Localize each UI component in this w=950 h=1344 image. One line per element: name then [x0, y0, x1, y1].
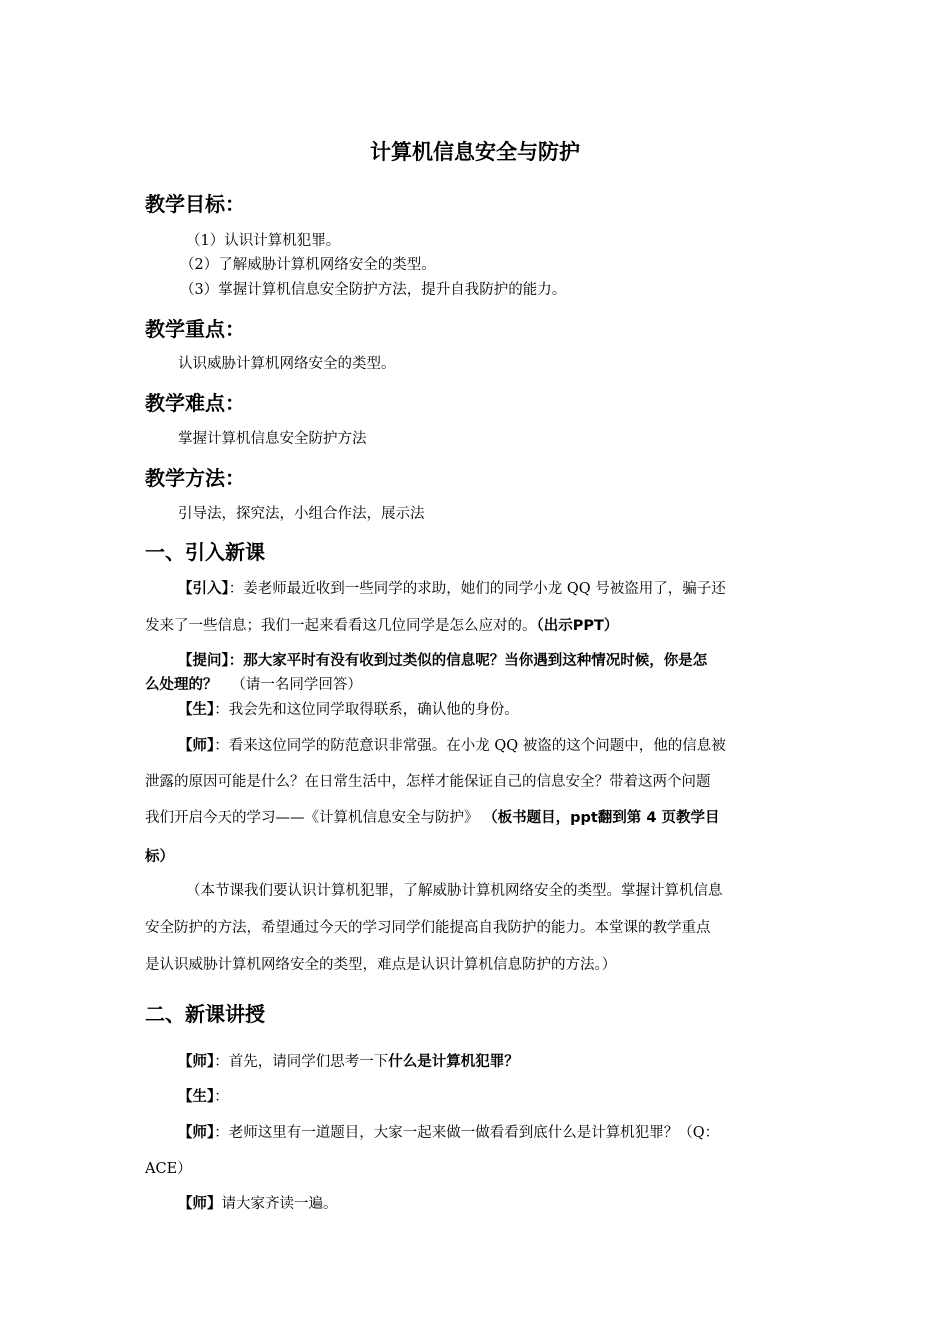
- intro-note: （出示PPT）: [536, 618, 619, 634]
- summary-line: 是认识威胁计算机网络安全的类型，难点是认识计算机信息防护的方法。）: [145, 957, 617, 973]
- student-answer-line: [178, 1085, 229, 1106]
- teacher-tag: 【师】: [178, 738, 215, 754]
- student-tag: 【生】: [178, 702, 215, 718]
- summary-line: （本节课我们要认识计算机犯罪，了解威胁计算机网络安全的类型。掌握计算机信息: [186, 883, 723, 899]
- intro-paragraph-line: [178, 577, 726, 598]
- intro-paragraph-line: [145, 614, 618, 635]
- teacher-text: 我们开启今天的学习——《计算机信息安全与防护》: [145, 810, 479, 826]
- student-text: ：我会先和这位同学取得联系，确认他的身份。: [214, 702, 519, 718]
- teacher-line: [178, 1192, 338, 1213]
- methods-heading: 教学方法：: [145, 466, 245, 490]
- section1-heading: 一、引入新课: [145, 540, 265, 564]
- intro-tag: 【引入】: [178, 581, 229, 597]
- difficulty-heading: 教学难点：: [145, 391, 245, 415]
- objectives-heading: 教学目标：: [145, 192, 245, 216]
- student-answer-line: [178, 698, 519, 719]
- teacher-tag: 【师】: [178, 1054, 215, 1070]
- key-point-heading: 教学重点：: [145, 317, 245, 341]
- difficulty-text: 掌握计算机信息安全防护方法: [178, 431, 367, 447]
- teacher-note: 标）: [145, 849, 174, 865]
- teacher-line: 泄露的原因可能是什么？在日常生活中，怎样才能保证自己的信息安全？带着这两个问题: [145, 774, 711, 790]
- question-line: 【提问】：那大家平时有没有收到过类似的信息呢？当你遇到这种情况时候，你是怎: [178, 653, 708, 669]
- question-line: [145, 673, 362, 694]
- key-point-text: 认识威胁计算机网络安全的类型。: [178, 356, 396, 372]
- summary-line: 安全防护的方法，希望通过今天的学习同学们能提高自我防护的能力。本堂课的教学重点: [145, 920, 711, 936]
- teacher-question-line: [178, 1050, 519, 1071]
- methods-text: 引导法，探究法，小组合作法，展示法: [178, 506, 425, 522]
- student-tag: 【生】: [178, 1089, 215, 1105]
- teacher-tag: 【师】: [178, 1196, 222, 1212]
- section2-heading: 二、新课讲授: [145, 1002, 265, 1026]
- objective-item: （3）掌握计算机信息安全防护方法，提升自我防护的能力。: [180, 282, 567, 298]
- objective-item: （1）认识计算机犯罪。: [186, 233, 341, 249]
- student-text: ：: [214, 1089, 229, 1105]
- teacher-text: 请大家齐读一遍。: [221, 1196, 338, 1212]
- teacher-tag: 【师】: [178, 1125, 215, 1141]
- teacher-line: [178, 1121, 719, 1142]
- intro-text: 发来了一些信息；我们一起来看看这几位同学是怎么应对的。: [145, 618, 537, 634]
- objective-item: （2）了解威胁计算机网络安全的类型。: [180, 257, 436, 273]
- teacher-line: [145, 806, 719, 827]
- intro-text: ：姜老师最近收到一些同学的求助，她们的同学小龙 QQ 号被盗用了，骗子还: [228, 581, 726, 597]
- teacher-text: ：看来这位同学的防范意识非常强。在小龙 QQ 被盗的这个问题中，他的信息被: [214, 738, 726, 754]
- document-title: 计算机信息安全与防护: [370, 140, 580, 164]
- teacher-emphasis: 什么是计算机犯罪？: [388, 1054, 519, 1070]
- question-note: （请一名同学回答）: [231, 677, 362, 693]
- teacher-line: ACE）: [145, 1161, 192, 1177]
- teacher-text: ：首先，请同学们思考一下: [214, 1054, 389, 1070]
- question-text: 么处理的？: [145, 677, 218, 693]
- teacher-text: ：老师这里有一道题目，大家一起来做一做看看到底什么是计算机犯罪？（Q：: [214, 1125, 720, 1141]
- teacher-note: （板书题目，ppt翻到第 4 页教学目: [483, 810, 720, 826]
- teacher-line: [178, 734, 726, 755]
